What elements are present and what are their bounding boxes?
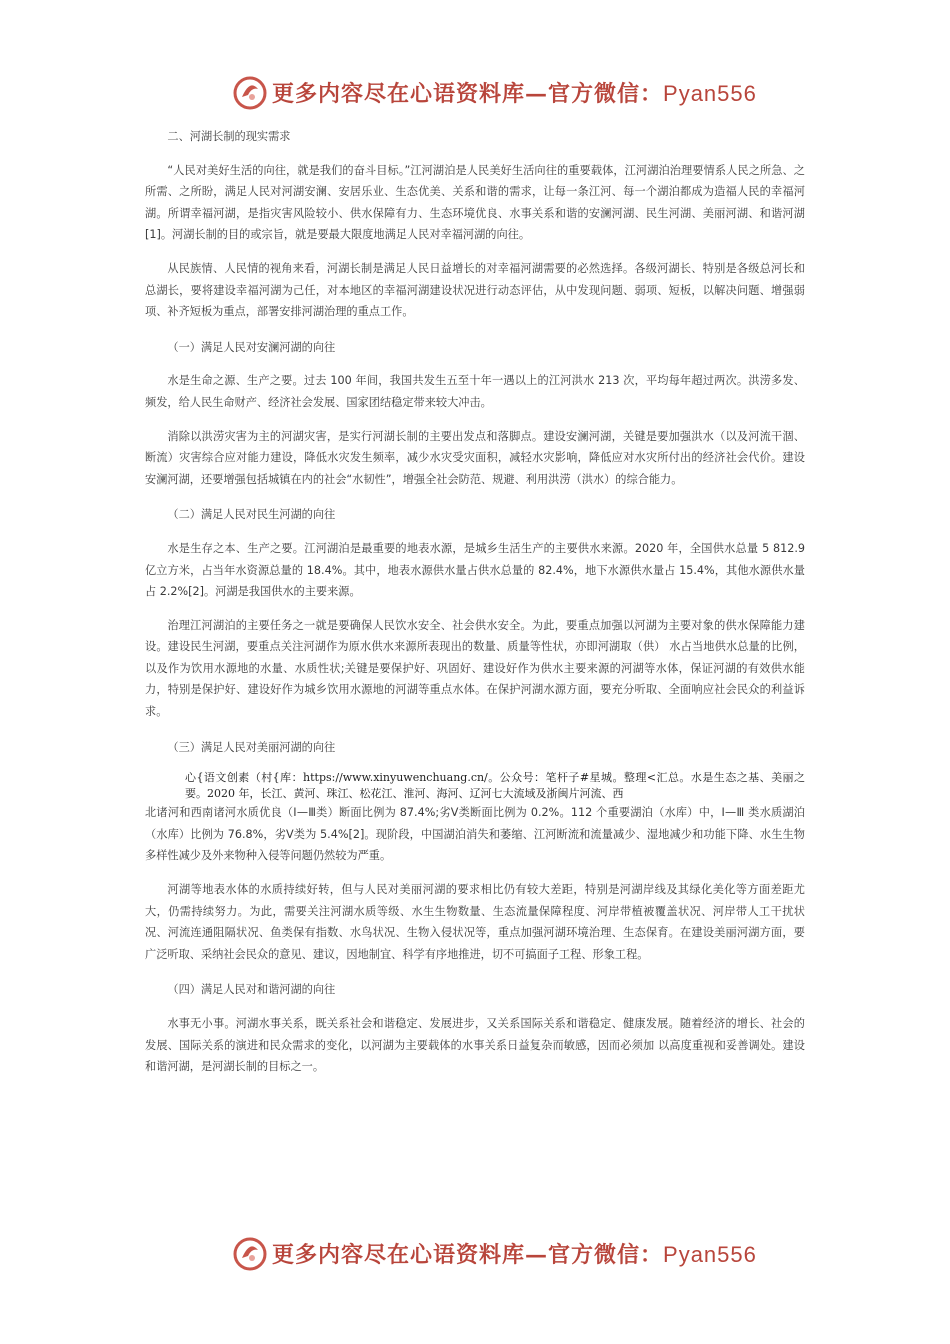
wechat-id: Pyan556 bbox=[663, 81, 757, 106]
wechat-id: Pyan556 bbox=[663, 1242, 757, 1267]
paragraph: “人民对美好生活的向往，就是我们的奋斗目标。”江河湖泊是人民美好生活向往的重要载体，江河湖泊治理要情系人民之所急、之所需、之所盼，满足人民对河湖安澜、安居乐业、生态优美、关系和谐的需求，让每一条江河、每一个湖泊都成为造福人民的幸福河湖。所谓幸福河湖，是指灾害风险较小、供水保障有力、生态环境优良、水事关系和谐的安澜河湖、民生河湖、美丽河湖、和谐河湖[1]。河湖长制的目的或宗旨，就是要最大限度地满足人民对幸福河湖的向往。 bbox=[145, 163, 805, 242]
paragraph: 河湖等地表水体的水质持续好转，但与人民对美丽河湖的要求相比仍有较大差距，特别是河湖岸线及其绿化美化等方面差距尤大，仍需持续努力。为此，需要关注河湖水质等级、水生生物数量、生态流量保障程度、河岸带植被覆盖状况、河岸带人工干扰状况、河流连通阻隔状况、鱼类保有指数、水鸟状况、生物入侵状况等，重点加强河湖环境治理、生态保育。在建设美丽河湖方面，要广泛听取、采纳社会民众的意见、建议，因地制宜、科学有序地推进，切不可搞面子工程、形象工程。 bbox=[145, 883, 805, 961]
document-body bbox=[145, 126, 805, 1078]
paragraph: 水事无小事。河湖水事关系，既关系社会和谐稳定、发展进步，又关系国际关系和谐稳定、健康发展。随着经济的增长、社会的发展、国际关系的演进和民众需求的变化，以河湖为主要载体的水事关系日益复杂而敏感，因而必须加 以高度重视和妥善调处。建设和谐河湖，是河湖长制的目标之一。 bbox=[145, 1017, 805, 1074]
watermark-line: 心{语文创素（村{库：https://www.xinyuwenchuang.cn/。公众号：笔杆子#星城。整理<汇总。水是生态之基、美丽之要。2020 年，长江、黄河、珠江、松花江、淮河、海河、辽河七大流域及浙闽片河流、西 bbox=[185, 771, 805, 801]
section-title: 二、河湖长制的现实需求 bbox=[167, 130, 291, 143]
header-banner bbox=[0, 73, 950, 113]
paragraph: 消除以洪涝灾害为主的河湖灾害，是实行河湖长制的主要出发点和落脚点。建设安澜河湖，关键是要加强洪水（以及河流干涸、断流）灾害综合应对能力建设，降低水灾发生频率，减少水灾受灾面积，减轻水灾影响，降低应对水灾所付出的经济社会代价。建设安澜河湖，还要增强包括城镇在内的社会“水韧性”，增强全社会防范、规避、利用洪涝（洪水）的综合能力。 bbox=[145, 429, 805, 486]
paragraph: 从民族情、人民情的视角来看，河湖长制是满足人民日益增长的对幸福河湖需要的必然选择。各级河湖长、特别是各级总河长和总湖长，要将建设幸福河湖为己任，对本地区的幸福河湖建设状况进行动态评估，从中发现问题、弱项、短板，以解决问题、增强弱项、补齐短板为重点，部署安排河湖治理的重点工作。 bbox=[145, 261, 805, 319]
paragraph: 水是生命之源、生产之要。过去 100 年间，我国共发生五至十年一遇以上的江河洪水 213 次，平均每年超过两次。洪涝多发、频发，给人民生命财产、经济社会发展、国家团结稳定带来较大冲击。 bbox=[145, 374, 805, 409]
banner-text: 更多内容尽在心语资料库—官方微信：Pyan556 bbox=[272, 81, 757, 107]
paragraph: 北诸河和西南诸河水质优良（Ⅰ—Ⅲ类）断面比例为 87.4%;劣Ⅴ类断面比例为 0.2%。112 个重要湖泊（水库）中，Ⅰ—Ⅲ 类水质湖泊（水库）比例为 76.8%，劣Ⅴ类为 5.4%[2]。现阶段，中国湖泊消失和萎缩、江河断流和流量减少、湿地减少和功能下降、水生生物多样性减少及外来物种入侵等问题仍然较为严重。 bbox=[145, 806, 805, 863]
subheading: （一）满足人民对安澜河湖的向往 bbox=[167, 340, 336, 354]
subheading: （四）满足人民对和谐河湖的向往 bbox=[167, 983, 336, 997]
subheading: （三）满足人民对美丽河湖的向往 bbox=[167, 740, 336, 754]
logo-icon bbox=[232, 75, 268, 111]
footer-banner bbox=[0, 1234, 950, 1274]
paragraph: 水是生存之本、生产之要。江河湖泊是最重要的地表水源，是城乡生活生产的主要供水来源。2020 年，全国供水总量 5 812.9 亿立方米，占当年水资源总量的 18.4%。其中，地表水源供水量占供水总量的 82.4%，地下水源供水量占 15.4%，其他水源供水量占 2.2%[2]。河湖是我国供水的主要来源。 bbox=[145, 541, 805, 599]
logo-icon bbox=[232, 1236, 268, 1272]
banner-text: 更多内容尽在心语资料库—官方微信：Pyan556 bbox=[272, 1242, 757, 1268]
paragraph: 治理江河湖泊的主要任务之一就是要确保人民饮水安全、社会供水安全。为此，要重点加强以河湖为主要对象的供水保障能力建设。建设民生河湖，要重点关注河湖作为原水供水来源所表现出的数量、质量等性状，亦即河湖取（供） 水占当地供水总量的比例，以及作为饮用水源地的水量、水质性状;关键是要保护好、巩固好、建设好作为供水主要来源的河湖等水体，保证河湖的有效供水能力，特别是保护好、建设好作为城乡饮用水源地的河湖等重点水体。在保护河湖水源方面，要充分听取、全面响应社会民众的利益诉求。 bbox=[145, 618, 805, 719]
subheading: （二）满足人民对民生河湖的向往 bbox=[167, 508, 336, 522]
